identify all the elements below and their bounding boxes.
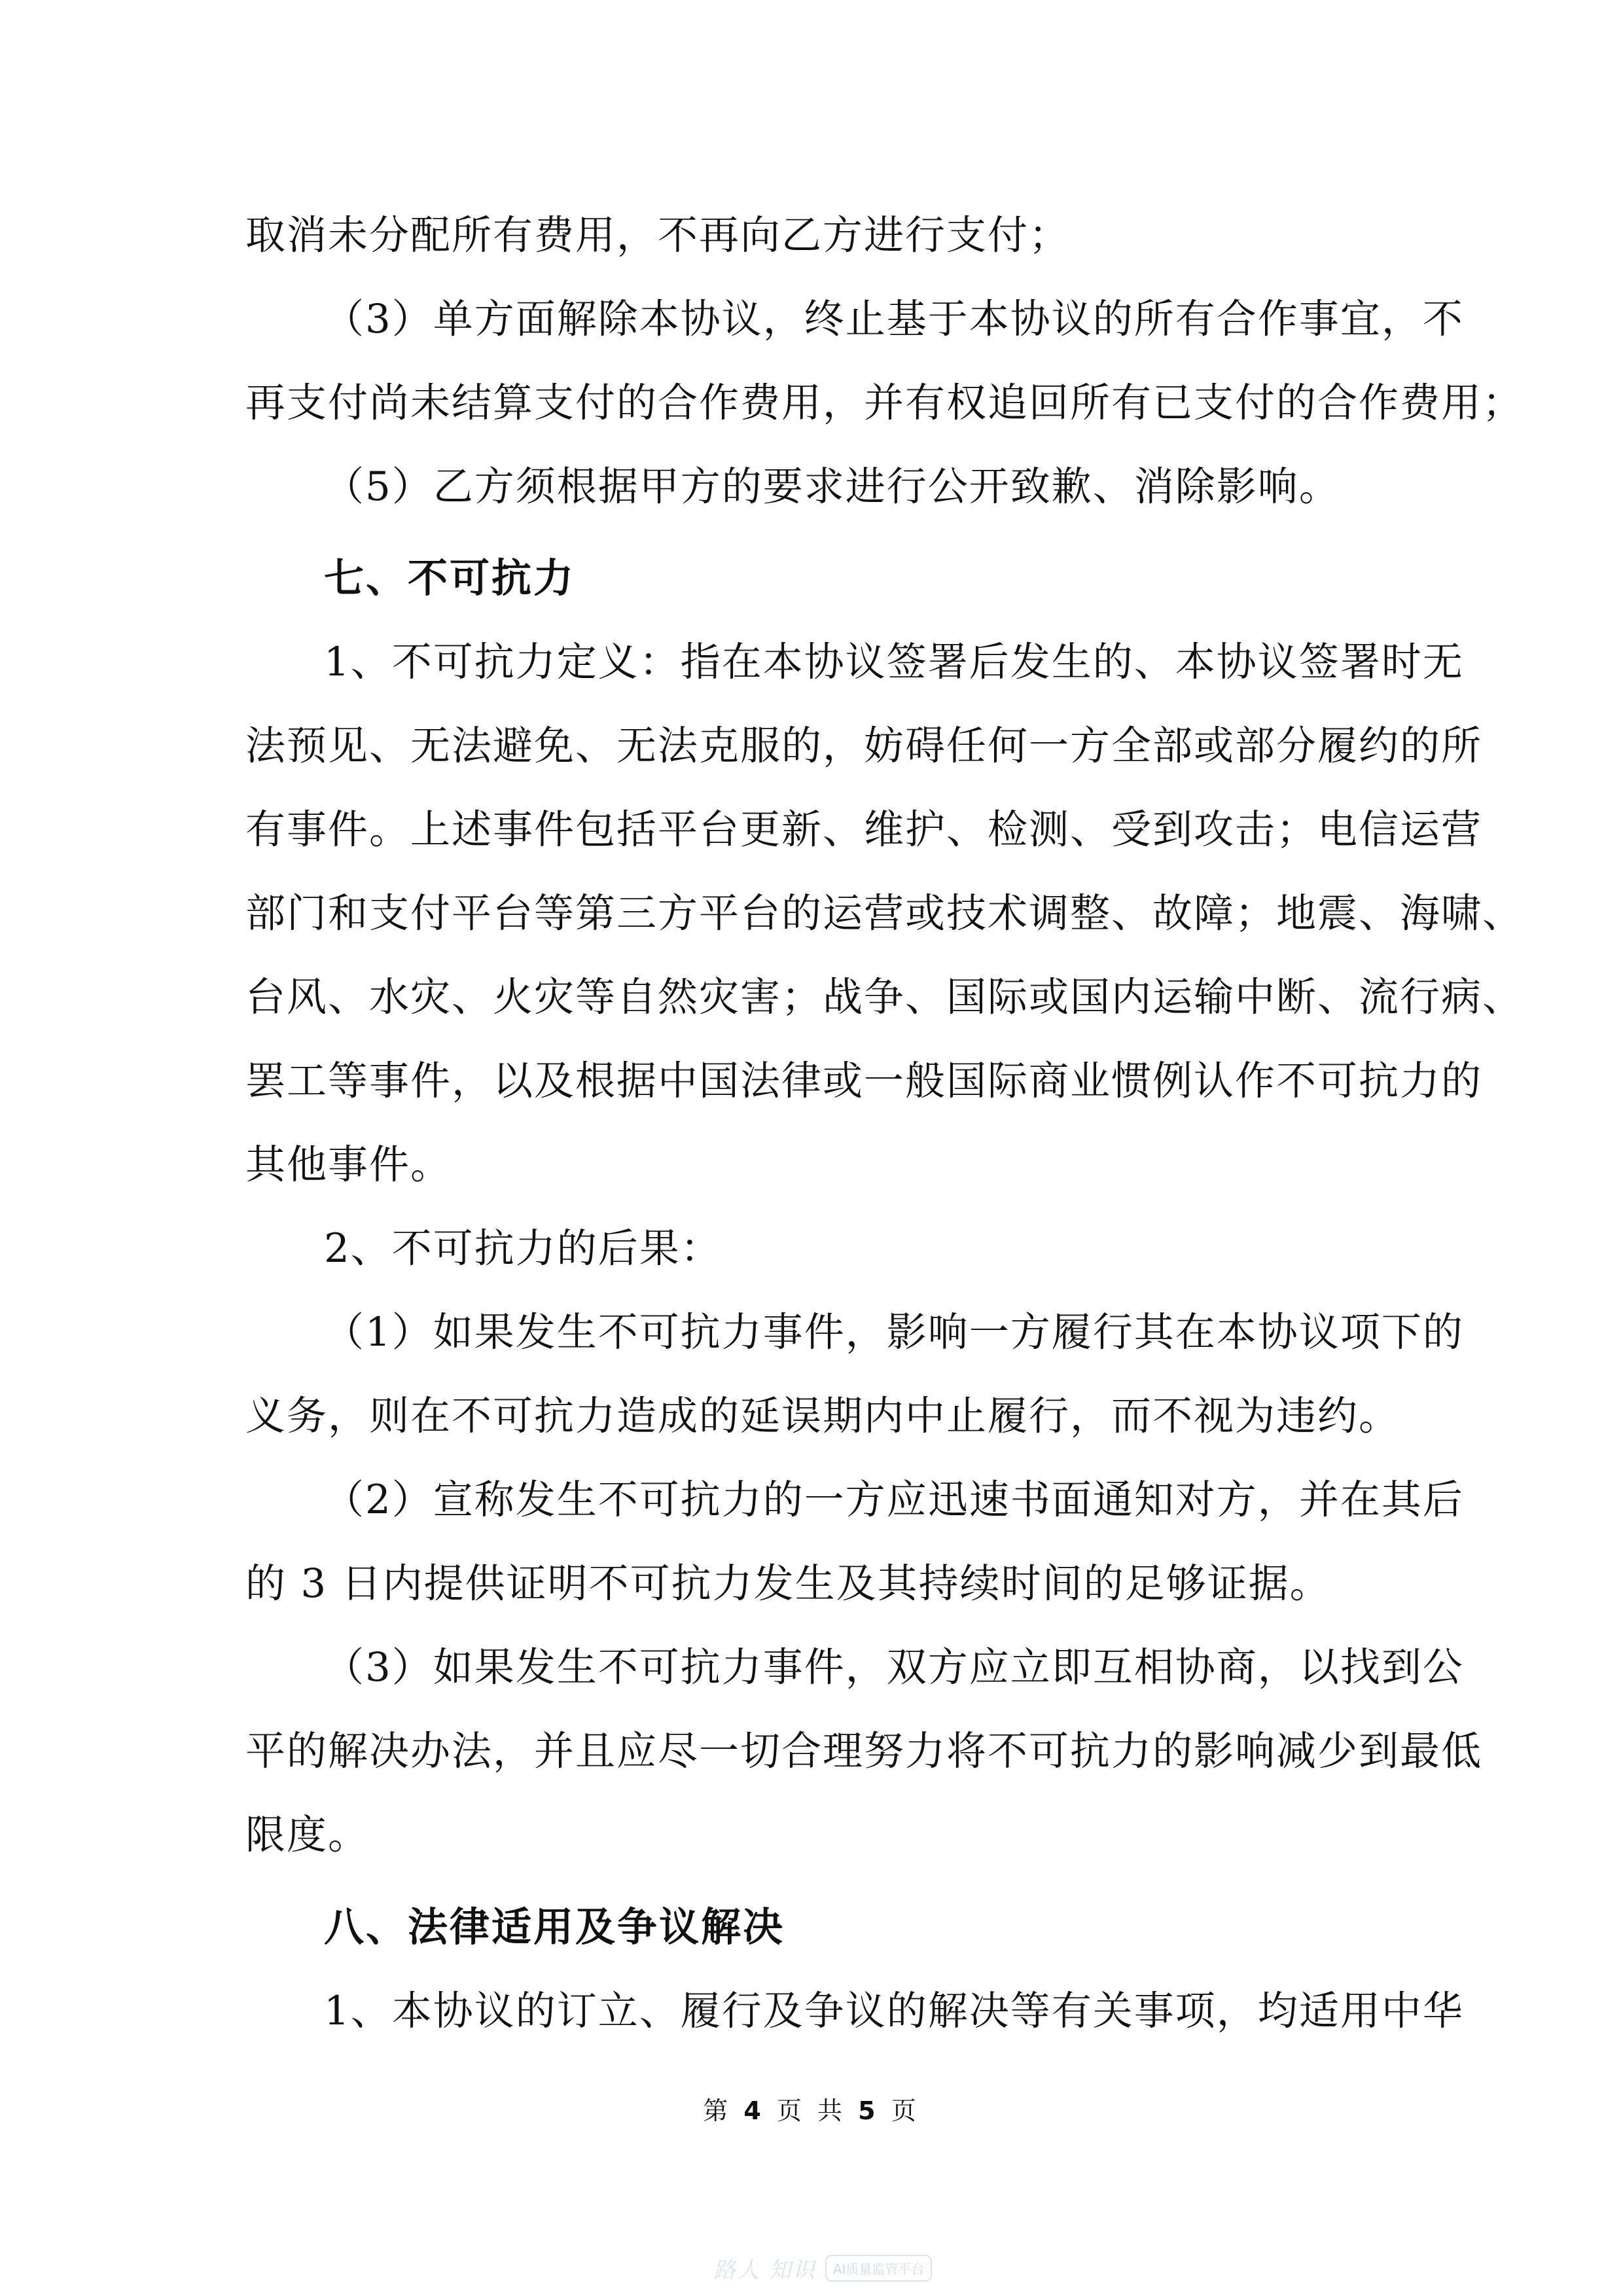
paragraph-line: 法预见、无法避免、无法克服的，妨碍任何一方全部或部分履约的所 <box>245 723 1483 769</box>
footer-prefix: 第 <box>703 2096 732 2125</box>
paragraph-line: 部门和支付平台等第三方平台的运营或技术调整、故障；地震、海啸、 <box>245 890 1524 937</box>
section-heading: 八、法律适用及争议解决 <box>324 1904 785 1950</box>
paragraph-line: （5）乙方须根据甲方的要求进行公开致歉、消除影响。 <box>324 463 1340 510</box>
footer-middle: 页 共 <box>776 2096 847 2125</box>
paragraph-line: 取消未分配所有费用，不再向乙方进行支付； <box>245 212 1071 259</box>
total-page-number: 5 <box>858 2096 880 2125</box>
paragraph-line: 平的解决办法，并且应尽一切合理努力将不可抗力的影响减少到最低 <box>245 1728 1483 1774</box>
paragraph-line: 其他事件。 <box>245 1141 452 1188</box>
paragraph-line: 1、不可抗力定义：指在本协议签署后发生的、本协议签署时无 <box>324 639 1464 685</box>
paragraph-line: 罢工等事件，以及根据中国法律或一般国际商业惯例认作不可抗力的 <box>245 1058 1483 1104</box>
paragraph-line: （1）如果发生不可抗力事件，影响一方履行其在本协议项下的 <box>324 1309 1464 1355</box>
footer-suffix: 页 <box>891 2096 920 2125</box>
page-footer <box>0 2094 1623 2127</box>
current-page-number: 4 <box>743 2096 765 2125</box>
watermark-logo: 路人 知识 <box>713 2257 816 2284</box>
paragraph-line: （3）如果发生不可抗力事件，双方应立即互相协商，以找到公 <box>324 1644 1464 1691</box>
paragraph-line: 2、不可抗力的后果： <box>324 1225 722 1272</box>
section-heading: 七、不可抗力 <box>324 555 576 601</box>
paragraph-line: 再支付尚未结算支付的合作费用，并有权追回所有已支付的合作费用； <box>245 380 1524 426</box>
paragraph-line: （3）单方面解除本协议，终止基于本协议的所有合作事宜，不 <box>324 296 1464 342</box>
watermark <box>713 2251 932 2284</box>
paragraph-line: 义务，则在不可抗力造成的延误期内中止履行，而不视为违约。 <box>245 1393 1400 1439</box>
paragraph-line: 有事件。上述事件包括平台更新、维护、检测、受到攻击；电信运营 <box>245 806 1483 853</box>
paragraph-line: 台风、水灾、火灾等自然灾害；战争、国际或国内运输中断、流行病、 <box>245 974 1524 1020</box>
paragraph-line: （2）宣称发生不可抗力的一方应迅速书面通知对方，并在其后 <box>324 1477 1464 1523</box>
paragraph-line: 的 3 日内提供证明不可抗力发生及其持续时间的足够证据。 <box>245 1560 1331 1607</box>
paragraph-line: 1、本协议的订立、履行及争议的解决等有关事项，均适用中华 <box>324 1988 1464 2034</box>
paragraph-line: 限度。 <box>245 1812 370 1858</box>
watermark-badge: AI质量监管平台 <box>825 2255 933 2282</box>
